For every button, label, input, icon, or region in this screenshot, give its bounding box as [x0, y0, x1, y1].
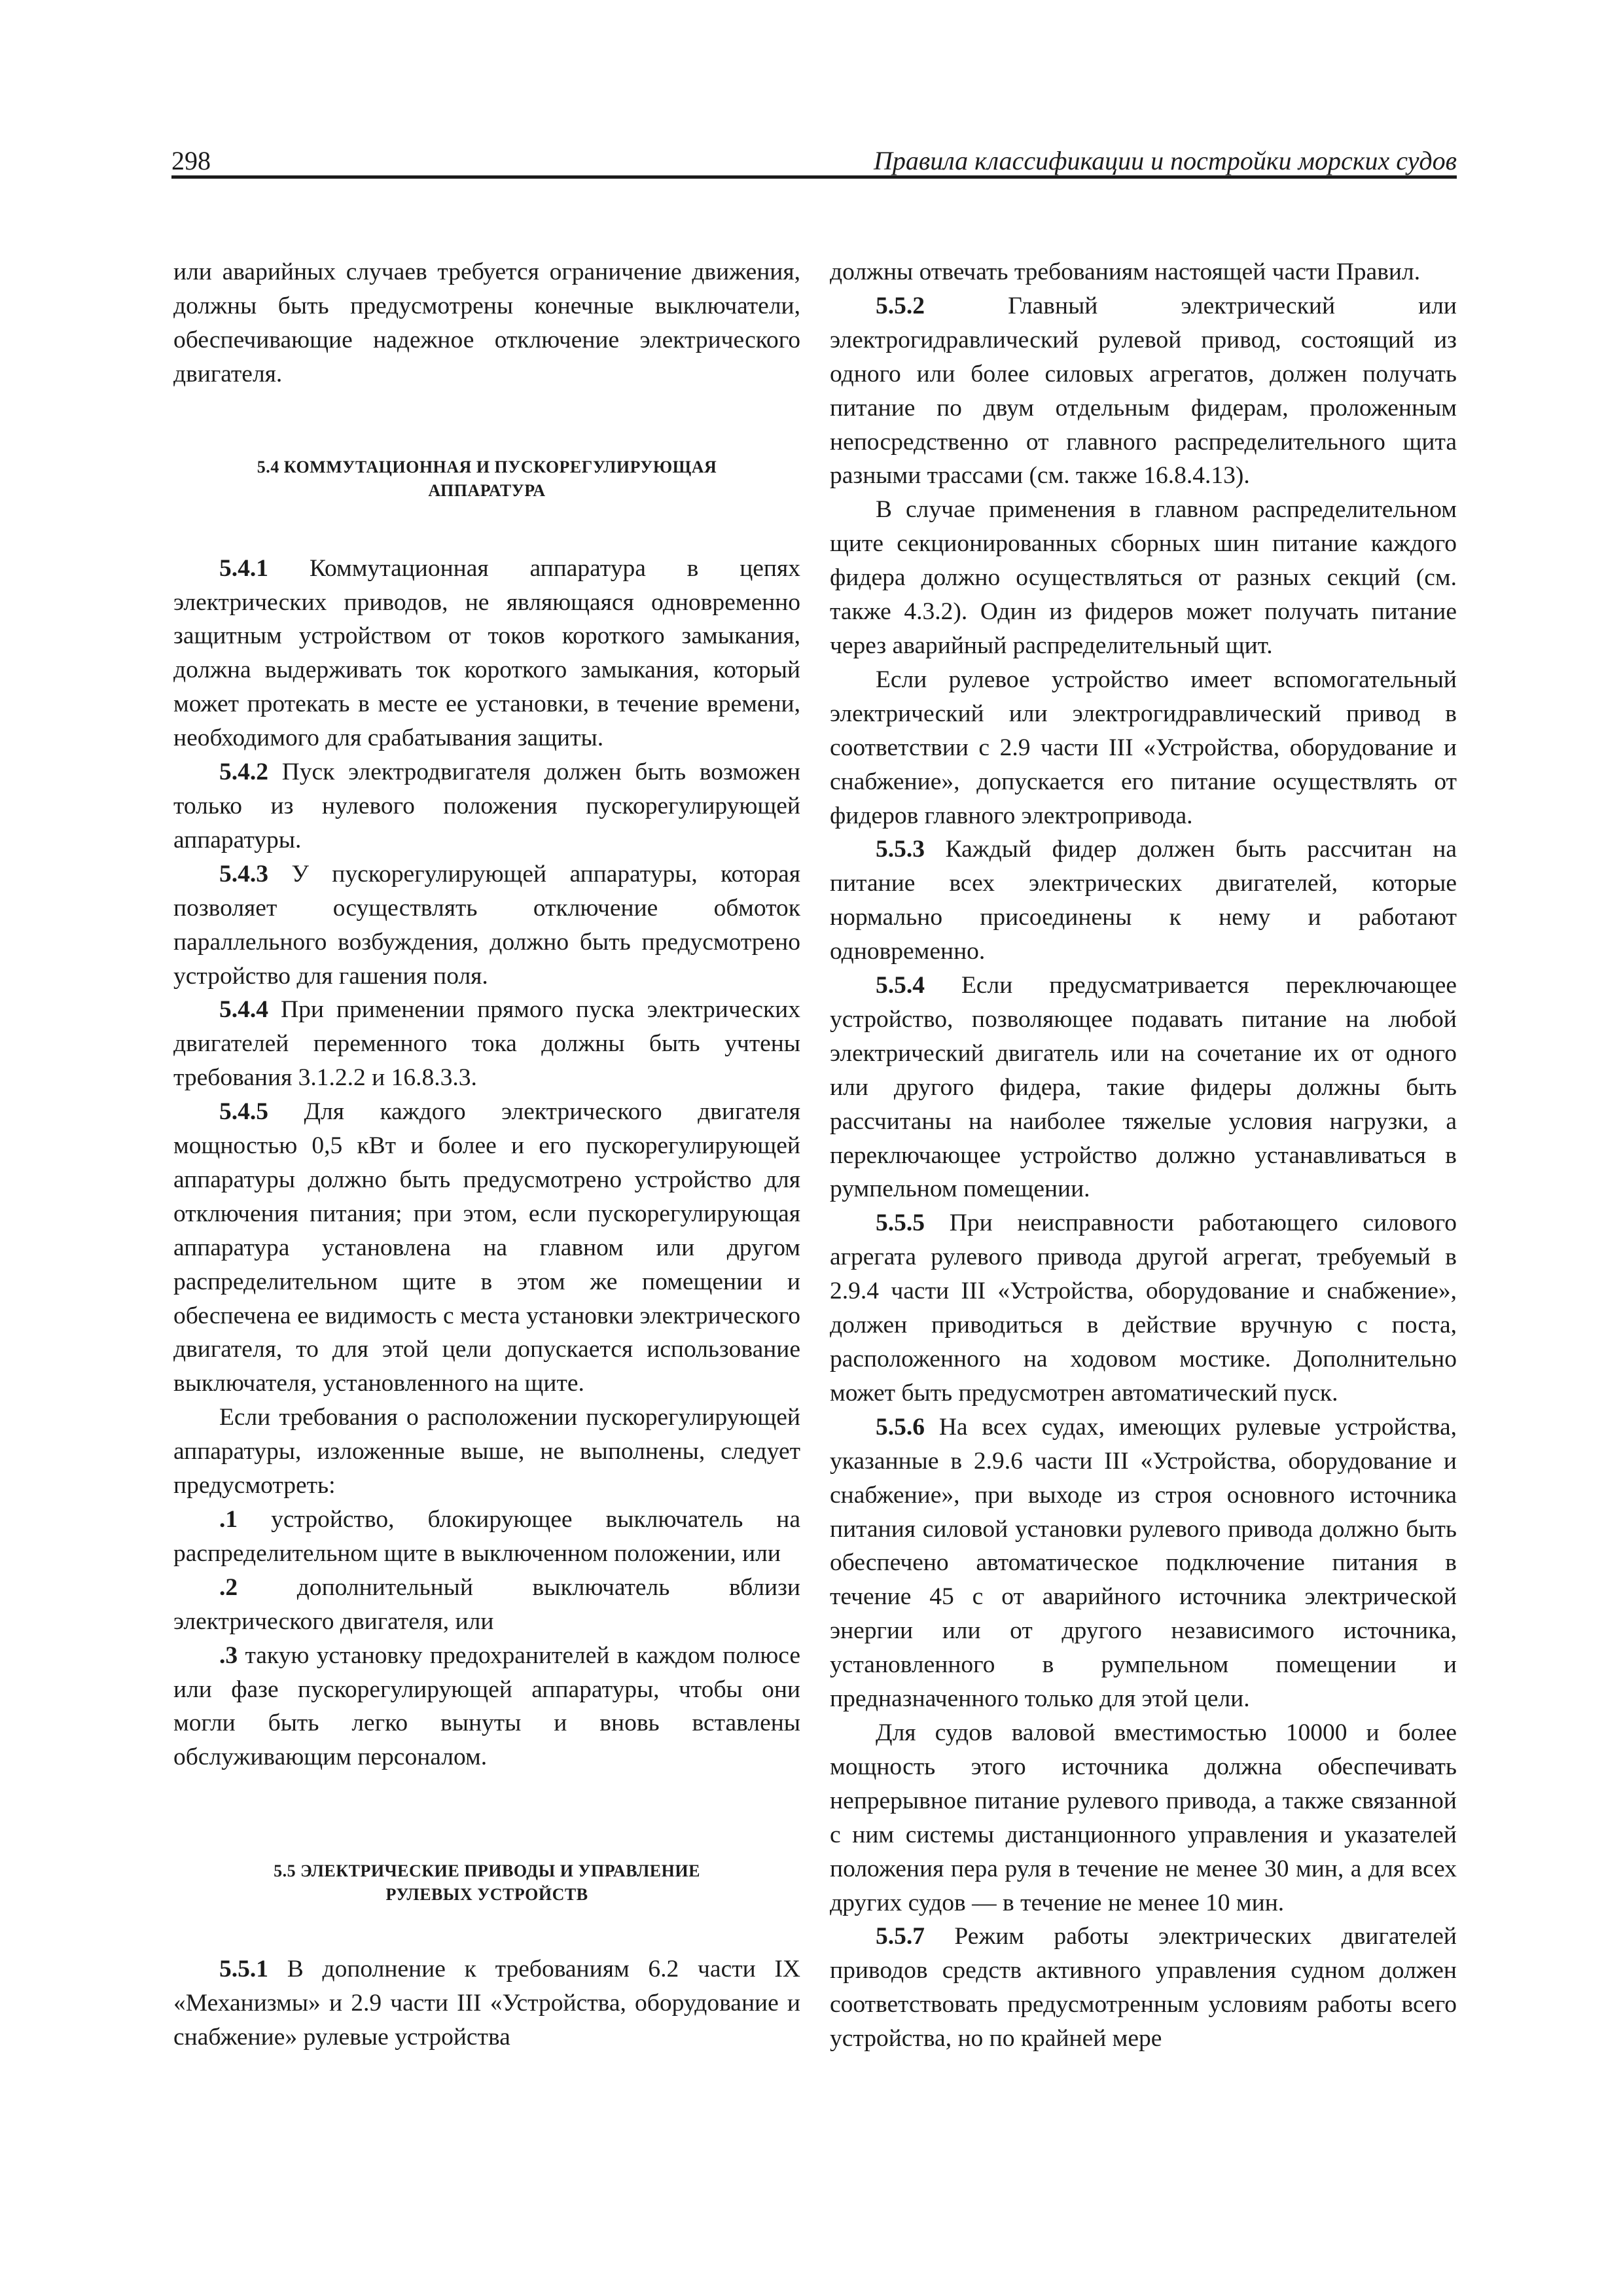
clause-5-4-2	[173, 755, 800, 857]
clause-number: 5.4.2	[219, 759, 268, 786]
clause-5-5-7	[830, 1920, 1457, 2056]
list-item-2	[173, 1571, 800, 1639]
clause-number: 5.5.3	[876, 836, 925, 863]
clause-number: 5.4.3	[219, 860, 268, 888]
paragraph-gross-tonnage: Для судов валовой вместимостью 10000 и более мощность этого источника должна обеспечивать непрерывное питание рулевого привода, а также связанной с ним системы дистанционного управления и указателей положения пера руля в течение не менее 30 мин, а для всех других судов — в течение не менее 10 мин.	[830, 1719, 1457, 1916]
clause-text: Коммутационная аппаратура в цепях электрических приводов, не являющаяся одновременно защитным устройством от токов короткого замыкания, должна выдерживать ток короткого замыкания, который может протекать в месте ее установки, в течение времени, необходимого для срабатывания защиты.	[173, 554, 800, 752]
clause-5-5-5	[830, 1206, 1457, 1410]
section-heading-line: АППАРАТУРА	[428, 480, 546, 500]
page-number: 298	[171, 146, 211, 175]
clause-text: При применении прямого пуска электрических двигателей переменного тока должны быть учтены требования 3.1.2.2 и 16.8.3.3.	[173, 996, 800, 1092]
list-item-number: .3	[219, 1641, 238, 1669]
list-item-text: дополнительный выключатель вблизи электрического двигателя, или	[173, 1573, 800, 1635]
paragraph-requirements: Если требования о расположении пускорегулирующей аппаратуры, изложенные выше, не выполнены, следует предусмотреть:	[173, 1404, 800, 1499]
running-title: Правила классификации и постройки морских судов	[873, 146, 1457, 175]
clause-number: 5.4.1	[219, 554, 268, 582]
clause-text: Пуск электродвигателя должен быть возможен только из нулевого положения пускорегулирующей аппаратуры.	[173, 759, 800, 853]
section-heading-line: 5.4 КОММУТАЦИОННАЯ И ПУСКОРЕГУЛИРУЮЩАЯ	[257, 457, 717, 476]
clause-text: На всех судах, имеющих рулевые устройства, указанные в 2.9.6 части III «Устройства, оборудование и снабжение», при выходе из строя основного источника питания силовой установки рулевого привода должно быть обеспечено автоматическое подключение питания в течение 45 с от аварийного источника электрической энергии или от другого независимого источника, установленного в румпельном помещении и предназначенного только для этой цели.	[830, 1413, 1457, 1713]
clause-number: 5.5.1	[219, 1956, 268, 1983]
clause-number: 5.5.4	[876, 972, 925, 999]
clause-text: У пускорегулирующей аппаратуры, которая позволяет осуществлять отключение обмоток параллельного возбуждения, должно быть предусмотрено устройство для гашения поля.	[173, 860, 800, 990]
clause-5-5-3	[830, 833, 1457, 969]
clause-number: 5.5.6	[876, 1413, 925, 1441]
clause-number: 5.4.5	[219, 1098, 268, 1126]
clause-5-5-4	[830, 969, 1457, 1206]
paragraph-continuation: должны отвечать требованиям настоящей части Правил.	[830, 259, 1421, 285]
section-heading-line: РУЛЕВЫХ УСТРОЙСТВ	[385, 1885, 588, 1905]
clause-text: В дополнение к требованиям 6.2 части IX «Механизмы» и 2.9 части III «Устройства, оборудование и снабжение» рулевые устройства	[173, 1956, 800, 2051]
list-item-number: .2	[219, 1573, 238, 1601]
list-item-number: .1	[219, 1506, 238, 1533]
list-item-1	[173, 1503, 800, 1571]
clause-text: Главный электрический или электрогидравлический рулевой привод, состоящий из одного или более силовых агрегатов, должен получать питание по двум отдельным фидерам, проложенным непосредственно от главного распределительного щита разными трассами (см. также 16.8.4.13).	[830, 292, 1457, 490]
clause-text: Каждый фидер должен быть рассчитан на питание всех электрических двигателей, которые нормально присоединены к нему и работают одновременно.	[830, 836, 1457, 965]
list-item-3	[173, 1639, 800, 1775]
section-heading-5-5	[173, 1859, 800, 1907]
left-column	[173, 255, 800, 2054]
clause-number: 5.5.5	[876, 1210, 925, 1237]
clause-5-5-2	[830, 289, 1457, 493]
clause-text: При неисправности работающего силового агрегата рулевого привода другой агрегат, требуемый в 2.9.4 части III «Устройства, оборудование и снабжение», должен приводиться в действие вручную с поста, расположенного на ходовом мостике. Дополнительно может быть предусмотрен автоматический пуск.	[830, 1210, 1457, 1407]
clause-5-4-1	[173, 552, 800, 755]
paragraph-intro: или аварийных случаев требуется ограничение движения, должны быть предусмотрены конечные выключатели, обеспечивающие надежное отключение электрического двигателя.	[173, 259, 800, 387]
list-item-text: такую установку предохранителей в каждом полюсе или фазе пускорегулирующей аппаратуры, чтобы они могли быть легко вынуты и вновь вставлены обслуживающим персоналом.	[173, 1641, 800, 1771]
clause-5-5-1	[173, 1952, 800, 2054]
list-item-text: устройство, блокирующее выключатель на распределительном щите в выключенном положении, или	[173, 1506, 800, 1567]
header-rule	[171, 175, 1457, 179]
clause-number: 5.5.7	[876, 1923, 925, 1950]
right-column	[830, 255, 1457, 2056]
clause-number: 5.5.2	[876, 292, 925, 319]
clause-text: Режим работы электрических двигателей приводов средств активного управления судном должен соответствовать предусмотренным условиям работы всего устройства, но по крайней мере	[830, 1923, 1457, 2053]
paragraph-auxiliary-drive: Если рулевое устройство имеет вспомогательный электрический или электрогидравлический привод в соответствии с 2.9 части III «Устройства, оборудование и снабжение», допускается его питание осуществлять от фидеров главного электропривода.	[830, 666, 1457, 829]
paragraph-sectioned-buses: В случае применения в главном распределительном щите секционированных сборных шин питание каждого фидера должно осуществляться от разных секций (см. также 4.3.2). Один из фидеров может получать питание через аварийный распределительный щит.	[830, 496, 1457, 659]
clause-5-4-4	[173, 993, 800, 1095]
clause-5-5-6	[830, 1410, 1457, 1716]
section-heading-line: 5.5 ЭЛЕКТРИЧЕСКИЕ ПРИВОДЫ И УПРАВЛЕНИЕ	[274, 1861, 700, 1881]
clause-5-4-3	[173, 857, 800, 994]
clause-text: Для каждого электрического двигателя мощностью 0,5 кВт и более и его пускорегулирующей аппаратуры должно быть предусмотрено устройство для отключения питания; при этом, если пускорегулирующая аппаратура установлена на главном или другом распределительном щите в этом же помещении и обеспечена ее видимость с места установки электрического двигателя, то для этой цели допускается использование выключателя, установленного на щите.	[173, 1098, 800, 1397]
clause-text: Если предусматривается переключающее устройство, позволяющее подавать питание на любой электрический двигатель или на сочетание их от одного или другого фидера, такие фидеры должны быть рассчитаны на наиболее тяжелые условия нагрузки, а переключающее устройство должно устанавливаться в румпельном помещении.	[830, 972, 1457, 1203]
section-heading-5-4	[173, 456, 800, 503]
clause-number: 5.4.4	[219, 996, 268, 1024]
clause-5-4-5	[173, 1095, 800, 1401]
